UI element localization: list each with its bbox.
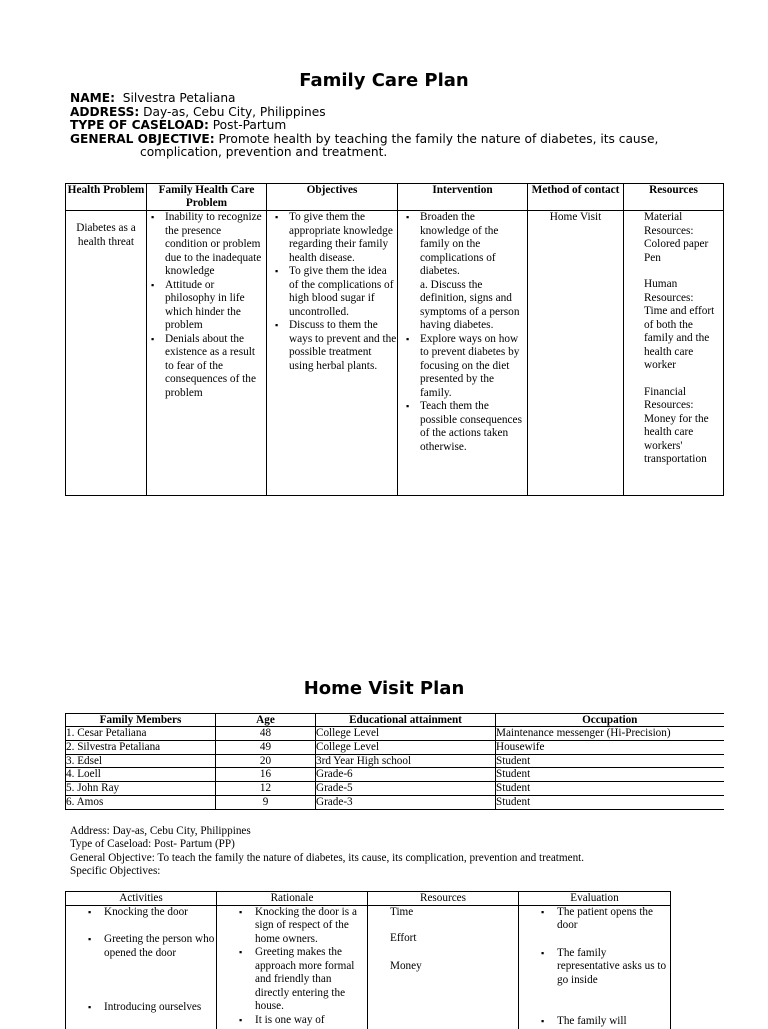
resources-cell [624, 211, 724, 496]
address-value: Day-as, Cebu City, Philippines [143, 104, 326, 119]
member-name: 2. Silvestra Petaliana [66, 740, 216, 754]
address-row [70, 106, 730, 120]
member-education: Grade-3 [316, 795, 496, 809]
table-row [66, 727, 724, 741]
member-age: 20 [216, 754, 316, 768]
activity-item: ▪ Introducing ourselves [66, 1001, 216, 1015]
intervention-item: ▪ Teach them the possible consequences of the actions taken otherwise. [402, 400, 527, 454]
visit-specific-objectives: Specific Objectives: [70, 865, 161, 878]
evaluation-item: ▪ The family representative asks us to go inside [519, 947, 670, 988]
objective-continuation: complication, prevention and treatment. [140, 145, 388, 160]
member-education: 3rd Year High school [316, 754, 496, 768]
family-problem-item: ▪ Inability to recognize the presence condition or problem due to the inadequate knowledge [147, 211, 266, 279]
health-problem-cell [66, 211, 147, 496]
member-name: 1. Cesar Petaliana [66, 727, 216, 741]
header-health-problem: Health Problem [66, 184, 147, 211]
method-of-contact: Home Visit [549, 211, 602, 223]
objective-label: GENERAL OBJECTIVE: [70, 131, 215, 146]
member-age: 49 [216, 740, 316, 754]
resource-money: Money [390, 959, 422, 972]
rationale-cell [217, 905, 368, 1029]
header-resources: Resources [624, 184, 724, 211]
activities-table [65, 891, 671, 1029]
name-row [70, 92, 730, 106]
evaluation-cell [519, 905, 671, 1029]
member-age: 48 [216, 727, 316, 741]
table-row [66, 795, 724, 809]
header-family-problem: Family Health Care Problem [147, 184, 267, 211]
caseload-value: Post-Partum [212, 118, 287, 133]
care-plan-row [66, 211, 724, 496]
activities-header-row [66, 892, 671, 906]
family-problem-item: ▪ Attitude or philosophy in life which hinder the problem [147, 279, 266, 333]
header-age: Age [216, 714, 316, 727]
objective-value: Promote health by teaching the family the nature of diabetes, its cause, [218, 131, 659, 146]
family-problem-item: ▪ Denials about the existence as a result to fear of the consequences of the problem [147, 333, 266, 401]
table-row [66, 768, 724, 782]
act-resources-cell [368, 905, 519, 1029]
name-value: Silvestra Petaliana [122, 91, 236, 105]
header-evaluation: Evaluation [519, 892, 671, 906]
header-education: Educational attainment [316, 714, 496, 727]
header-rationale: Rationale [217, 892, 368, 906]
header-intervention: Intervention [398, 184, 528, 211]
header-act-resources: Resources [368, 892, 519, 906]
table-row [66, 782, 724, 796]
member-education: Grade-6 [316, 768, 496, 782]
evaluation-item: ▪ The patient opens the door [519, 906, 670, 933]
rationale-item: ▪ It is one way of [217, 1014, 367, 1028]
family-header-row [66, 714, 724, 727]
member-name: 3. Edsel [66, 754, 216, 768]
objectives-cell [267, 211, 398, 496]
name-label: NAME: [70, 91, 115, 105]
table-row [66, 740, 724, 754]
member-name: 5. John Ray [66, 782, 216, 796]
visit-general-objective: General Objective: To teach the family the nature of diabetes, its cause, its complication, prevention and treatment. [70, 851, 585, 864]
member-name: 4. Loell [66, 768, 216, 782]
caseload-label: TYPE OF CASELOAD: [70, 118, 209, 133]
member-occupation: Student [496, 768, 724, 782]
member-occupation: Student [496, 795, 724, 809]
header-method: Method of contact [528, 184, 624, 211]
member-education: College Level [316, 740, 496, 754]
resource-effort: Effort [390, 932, 417, 945]
activities-cell [66, 905, 217, 1029]
financial-resources: Financial Resources: Money for the health care workers' transportation [644, 385, 709, 465]
case-info [70, 92, 730, 160]
rationale-item: ▪ Greeting makes the approach more formal and friendly than directly entering the house. [217, 946, 367, 1014]
member-age: 16 [216, 768, 316, 782]
header-family-members: Family Members [66, 714, 216, 727]
visit-info [70, 825, 720, 879]
table-row [66, 754, 724, 768]
member-name: 6. Amos [66, 795, 216, 809]
objective-item: ▪ To give them the idea of the complications of high blood sugar if uncontrolled. [271, 265, 397, 319]
visit-caseload: Type of Caseload: Post- Partum (PP) [70, 838, 235, 851]
member-occupation: Student [496, 754, 724, 768]
visit-address: Address: Day-as, Cebu City, Philippines [70, 825, 251, 837]
member-education: College Level [316, 727, 496, 741]
family-members-table [65, 713, 724, 810]
material-resources: Material Resources: Colored paper Pen [644, 211, 709, 264]
care-plan-table [65, 183, 724, 496]
health-problem: Diabetes as a health threat [76, 222, 136, 248]
address-label: ADDRESS: [70, 104, 140, 119]
page-title: Family Care Plan [299, 70, 469, 91]
activities-row [66, 905, 671, 1029]
member-age: 12 [216, 782, 316, 796]
header-activities: Activities [66, 892, 217, 906]
rationale-item: ▪ Knocking the door is a sign of respect of the home owners. [217, 906, 367, 947]
header-objectives: Objectives [267, 184, 398, 211]
member-occupation: Student [496, 782, 724, 796]
intervention-cell [398, 211, 528, 496]
human-resources: Human Resources: Time and effort of both the family and the health care worker [644, 278, 715, 371]
care-plan-header-row [66, 184, 724, 211]
resource-time: Time [390, 905, 414, 918]
evaluation-item: ▪ The family will [519, 1015, 670, 1029]
activity-item: ▪ Greeting the person who opened the door [66, 933, 216, 960]
family-problem-cell [147, 211, 267, 496]
intervention-sub-item: a. Discuss the definition, signs and symptoms of a person having diabetes. [420, 278, 520, 331]
section-title: Home Visit Plan [303, 678, 465, 699]
method-cell [528, 211, 624, 496]
member-occupation: Maintenance messenger (Hi-Precision) [496, 727, 724, 741]
member-education: Grade-5 [316, 782, 496, 796]
intervention-item: ▪ Broaden the knowledge of the family on the complications of diabetes. [402, 211, 527, 279]
member-occupation: Housewife [496, 740, 724, 754]
member-age: 9 [216, 795, 316, 809]
activity-item: ▪ Knocking the door [66, 906, 216, 920]
objective-item: ▪ To give them the appropriate knowledge regarding their family health disease. [271, 211, 397, 265]
intervention-item: ▪ Explore ways on how to prevent diabetes by focusing on the diet presented by the family. [402, 333, 527, 401]
caseload-row [70, 119, 730, 133]
header-occupation: Occupation [496, 714, 724, 727]
objective-row [70, 133, 730, 147]
objective-item: ▪ Discuss to them the ways to prevent and the possible treatment using herbal plants. [271, 319, 397, 373]
